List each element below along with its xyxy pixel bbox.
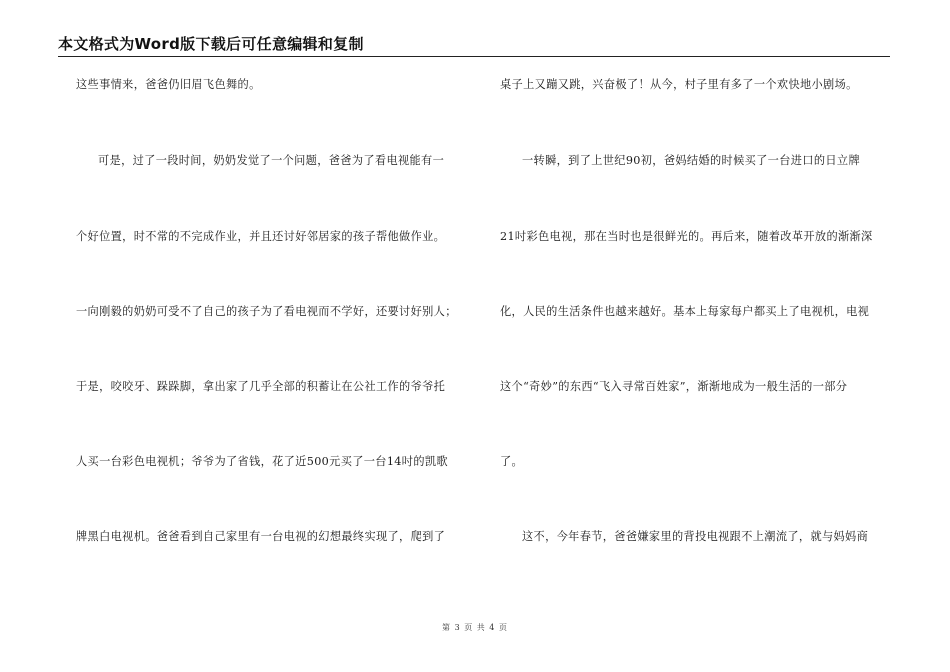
text-line: 桌子上又蹦又跳，兴奋极了！从今，村子里有多了一个欢快地小剧场。 bbox=[500, 78, 858, 91]
text-line: 牌黑白电视机。爸爸看到自己家里有一台电视的幻想最终实现了，爬到了 bbox=[76, 530, 446, 543]
text-line: 了。 bbox=[500, 455, 524, 468]
text-line: 人买一台彩色电视机；爷爷为了省钱，花了近500元买了一台14吋的凯歌 bbox=[76, 455, 448, 468]
text-line: 这些事情来，爸爸仍旧眉飞色舞的。 bbox=[76, 78, 261, 91]
text-line: 一转瞬，到了上世纪90初，爸妈结婚的时候买了一台进口的日立牌 bbox=[522, 154, 860, 167]
text-line: 这个“奇妙”的东西“飞入寻常百姓家”，渐渐地成为一般生活的一部分 bbox=[500, 380, 848, 393]
text-line: 一向刚毅的奶奶可受不了自己的孩子为了看电视而不学好，还要讨好别人； bbox=[76, 305, 457, 318]
text-line: 于是，咬咬牙、跺跺脚，拿出家了几乎全部的积蓄让在公社工作的爷爷托 bbox=[76, 380, 446, 393]
text-line: 化，人民的生活条件也越来越好。基本上每家每户都买上了电视机，电视 bbox=[500, 305, 870, 318]
page-number-footer: 第 3 页 共 4 页 bbox=[442, 623, 508, 632]
text-line: 个好位置，时不常的不完成作业，并且还讨好邻居家的孩子帮他做作业。 bbox=[76, 230, 446, 243]
text-line: 21吋彩色电视，那在当时也是很鲜光的。再后来，随着改革开放的渐渐深 bbox=[500, 230, 873, 243]
text-line: 可是，过了一段时间，奶奶发觉了一个问题，爸爸为了看电视能有一 bbox=[98, 154, 445, 167]
document-header-title: 本文格式为Word版下载后可任意编辑和复制 bbox=[58, 35, 364, 53]
header-divider bbox=[58, 56, 890, 57]
text-line: 这不，今年春节，爸爸嫌家里的背投电视跟不上潮流了，就与妈妈商 bbox=[522, 530, 869, 543]
